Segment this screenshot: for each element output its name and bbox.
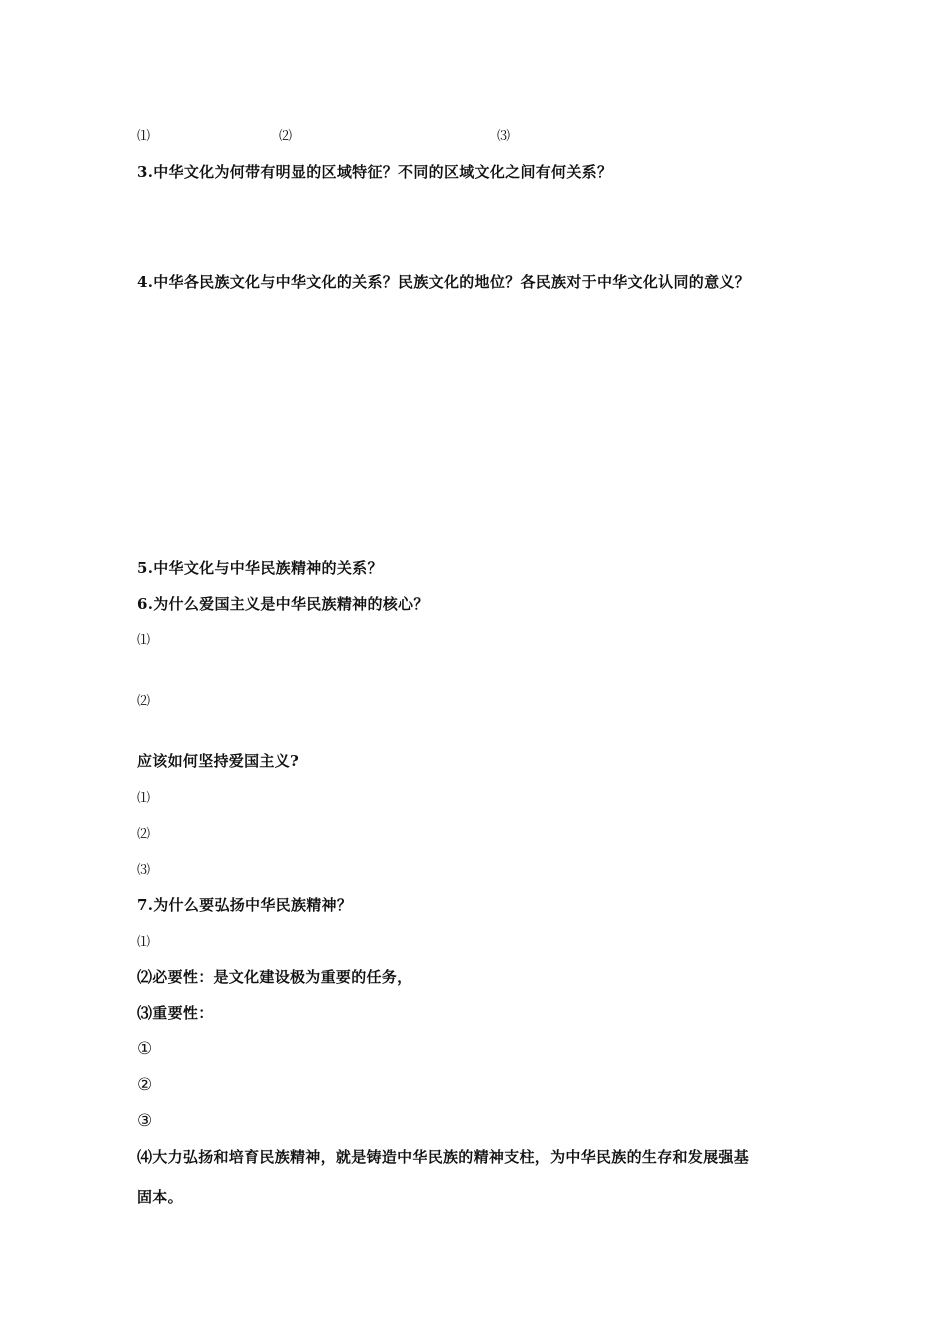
q7-circled-3: ③ — [137, 1111, 153, 1131]
question-3: 3.中华文化为何带有明显的区域特征？不同的区域文化之间有何关系？ — [137, 163, 613, 181]
q7-circled-1: ① — [137, 1039, 153, 1059]
q7-item-4-line-2: 固本。 — [137, 1188, 183, 1206]
q7-circled-2: ② — [137, 1075, 153, 1095]
question-4: 4.中华各民族文化与中华文化的关系？民族文化的地位？各民族对于中华文化认同的意义？ — [137, 273, 750, 291]
q6-marker-2: ⑵ — [137, 694, 151, 709]
q6-marker-1: ⑴ — [137, 633, 151, 648]
q7-item-2: ⑵必要性：是文化建设极为重要的任务， — [137, 968, 413, 986]
q7-item-4-line-1: ⑷大力弘扬和培育民族精神，就是铸造中华民族的精神支柱，为中华民族的生存和发展强基 — [137, 1148, 750, 1166]
question-6: 6.为什么爱国主义是中华民族精神的核心？ — [137, 595, 429, 613]
q6-sub-marker-3: ⑶ — [137, 863, 151, 878]
top-marker-1: ⑴ — [137, 129, 151, 144]
question-5: 5.中华文化与中华民族精神的关系？ — [137, 559, 383, 577]
q6-sub-marker-1: ⑴ — [137, 791, 151, 806]
top-marker-3: ⑶ — [497, 129, 511, 144]
question-7: 7.为什么要弘扬中华民族精神？ — [137, 896, 353, 914]
q7-item-3: ⑶重要性： — [137, 1004, 214, 1022]
q6-sub-question: 应该如何坚持爱国主义? — [137, 752, 300, 770]
top-marker-2: ⑵ — [279, 129, 293, 144]
q7-item-1: ⑴ — [137, 935, 151, 950]
q6-sub-marker-2: ⑵ — [137, 827, 151, 842]
